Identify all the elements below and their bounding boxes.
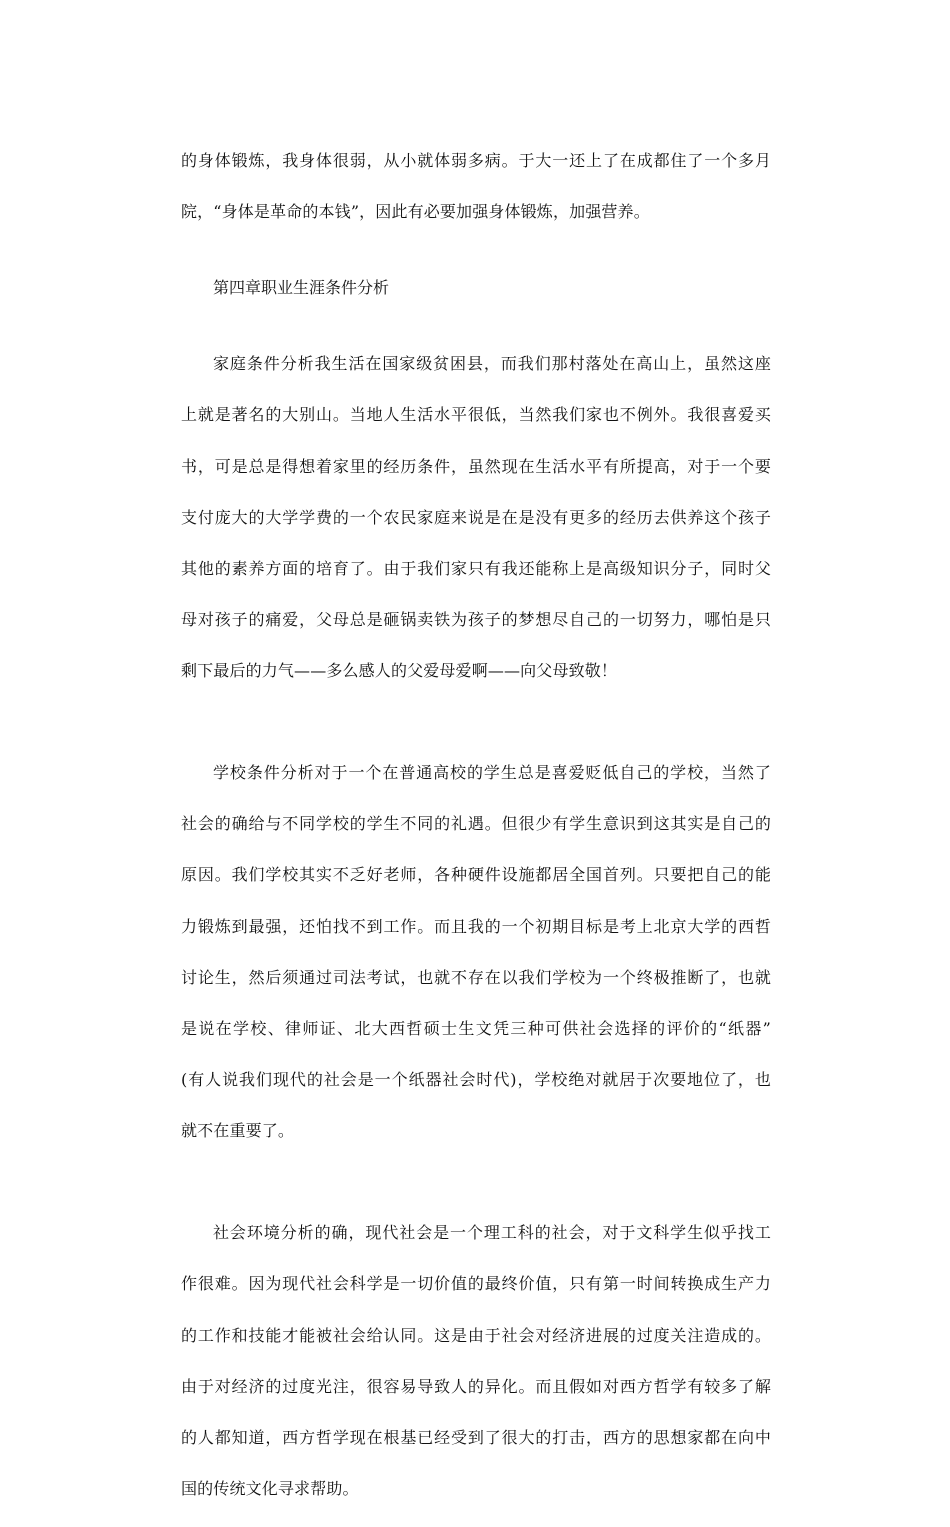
paragraph-gap: [181, 250, 771, 275]
paragraph-line: 上就是著名的大别山。当地人生活水平很低，当然我们家也不例外。我很喜爱买: [181, 405, 771, 425]
paragraph-line: (有人说我们现代的社会是一个纸器社会时代)，学校绝对就居于次要地位了，也: [181, 1070, 771, 1090]
paragraph-line: 的人都知道，西方哲学现在根基已经受到了很大的打击，西方的思想家都在向中: [181, 1427, 771, 1447]
paragraph-line: 的身体锻炼，我身体很弱，从小就体弱多病。于大一还上了在成都住了一个多月: [181, 150, 771, 170]
chapter-heading: 第四章职业生涯条件分析: [213, 277, 390, 297]
paragraph-gap: [181, 301, 771, 326]
paragraph-line: 社会环境分析的确，现代社会是一个理工科的社会，对于文科学生似乎找工: [213, 1223, 771, 1243]
document-page: [181, 122, 771, 1527]
society-paragraph: [181, 1195, 771, 1527]
paragraph-line: 院，“身体是革命的本钱”，因此有必要加强身体锻炼，加强营养。: [181, 201, 650, 221]
paragraph-gap: [181, 1170, 771, 1195]
paragraph-line: 由于对经济的过度光注，很容易导致人的异化。而且假如对西方哲学有较多了解: [181, 1376, 771, 1396]
paragraph-gap: [181, 709, 771, 734]
paragraph-line: 的工作和技能才能被社会给认同。这是由于社会对经济进展的过度关注造成的。: [181, 1325, 771, 1345]
paragraph-line: 讨论生，然后须通过司法考试，也就不存在以我们学校为一个终极推断了，也就: [181, 967, 771, 987]
paragraph-line: 其他的素养方面的培育了。由于我们家只有我还能称上是高级知识分子，同时父: [181, 558, 771, 578]
paragraph-line: 就不在重要了。: [181, 1121, 295, 1141]
paragraph-line: 支付庞大的大学学费的一个农民家庭来说是在是没有更多的经历去供养这个孩子: [181, 507, 771, 527]
paragraph-line: 社会的确给与不同学校的学生不同的礼遇。但很少有学生意识到这其实是自己的: [181, 814, 771, 834]
school-paragraph: [181, 734, 771, 1169]
paragraph-line: 作很难。因为现代社会科学是一切价值的最终价值，只有第一时间转换成生产力: [181, 1274, 771, 1294]
paragraph-line: 剩下最后的力气——多么感人的父爱母爱啊——向父母致敬！: [181, 661, 618, 681]
paragraph-line: 母对孩子的痛爱，父母总是砸锅卖铁为孩子的梦想尽自己的一切努力，哪怕是只: [181, 610, 771, 630]
paragraph-line: 是说在学校、律师证、北大西哲硕士生文凭三种可供社会选择的评价的“纸器”: [181, 1019, 771, 1038]
paragraph-line: 家庭条件分析我生活在国家级贫困县，而我们那村落处在高山上，虽然这座: [213, 354, 771, 374]
intro-paragraph: [181, 122, 771, 250]
paragraph-line: 学校条件分析对于一个在普通高校的学生总是喜爱贬低自己的学校，当然了: [213, 763, 771, 783]
paragraph-line: 书，可是总是得想着家里的经历条件，虽然现在生活水平有所提高，对于一个要: [181, 456, 771, 476]
paragraph-line: 力锻炼到最强，还怕找不到工作。而且我的一个初期目标是考上北京大学的西哲: [181, 916, 771, 936]
paragraph-line: 国的传统文化寻求帮助。: [181, 1479, 359, 1499]
family-paragraph: [181, 326, 771, 710]
paragraph-line: 原因。我们学校其实不乏好老师，各种硬件设施都居全国首列。只要把自己的能: [181, 865, 771, 885]
